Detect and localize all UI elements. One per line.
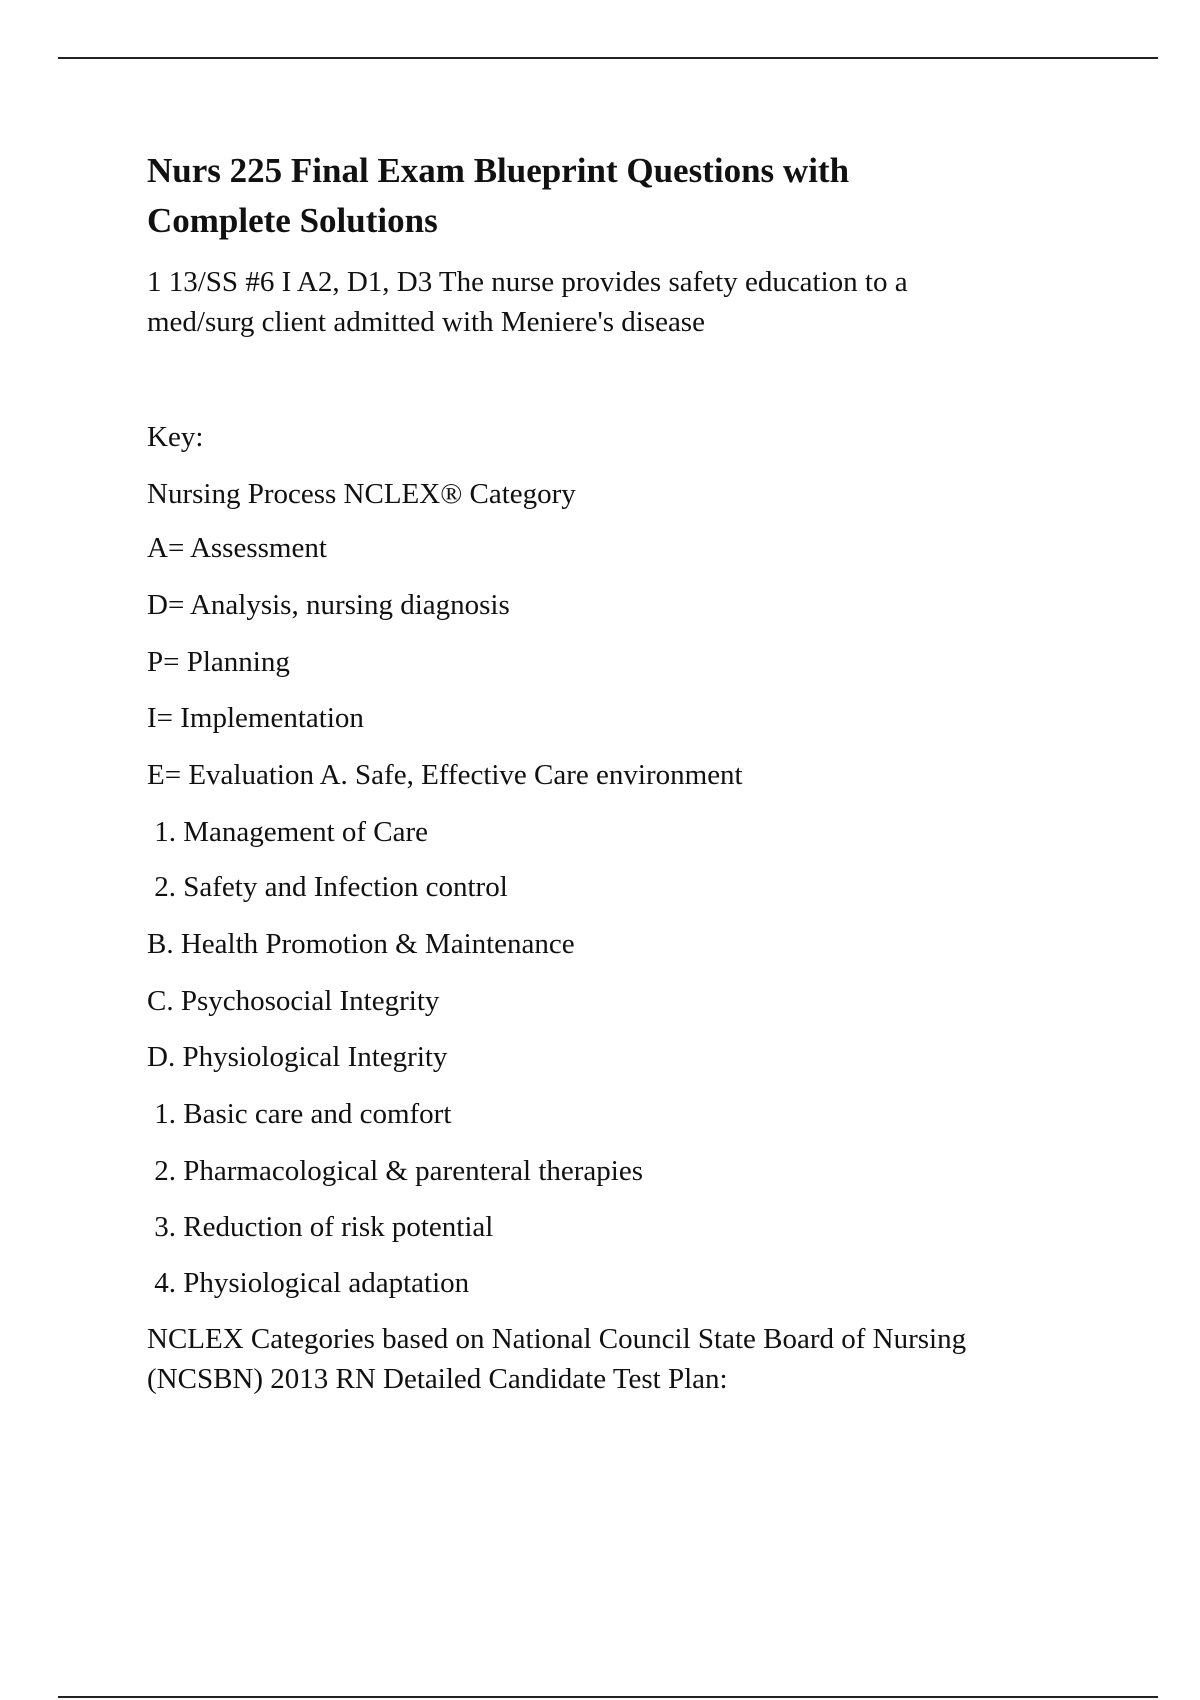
key-list-item: D. Physiological Integrity (147, 1041, 448, 1073)
top-rule (58, 57, 1158, 59)
key-list-item: D= Analysis, nursing diagnosis (147, 589, 510, 621)
key-list-item: 2. Safety and Infection control (147, 871, 508, 903)
key-list-item: C. Psychosocial Integrity (147, 985, 440, 1017)
key-list-item: 2. Pharmacological & parenteral therapies (147, 1155, 644, 1187)
title-line: Nurs 225 Final Exam Blueprint Questions with (147, 151, 850, 190)
footer-line: NCLEX Categories based on National Council State Board of Nursing (147, 1323, 967, 1355)
intro-line: med/surg client admitted with Meniere's disease (147, 306, 705, 338)
key-list-item: 4. Physiological adaptation (147, 1267, 470, 1299)
key-list-item: 3. Reduction of risk potential (147, 1211, 494, 1243)
key-list-item: E= Evaluation A. Safe, Effective Care environment (147, 759, 743, 791)
footer-paragraph (147, 1319, 966, 1399)
bottom-rule (58, 1696, 1158, 1698)
footer-line: (NCSBN) 2013 RN Detailed Candidate Test Plan: (147, 1363, 728, 1395)
key-list-item: B. Health Promotion & Maintenance (147, 928, 575, 960)
intro-paragraph (147, 262, 908, 342)
key-label: Key: (147, 421, 204, 453)
key-list-item: 1. Management of Care (147, 816, 429, 848)
key-list-item: I= Implementation (147, 702, 364, 734)
key-list-item: A= Assessment (147, 532, 327, 564)
key-list-item: P= Planning (147, 646, 290, 678)
title-line: Complete Solutions (147, 201, 438, 240)
key-list-item: Nursing Process NCLEX® Category (147, 478, 576, 510)
document-title (147, 146, 849, 246)
key-list-item: 1. Basic care and comfort (147, 1098, 452, 1130)
intro-line: 1 13/SS #6 I A2, D1, D3 The nurse provides safety education to a (147, 266, 908, 298)
